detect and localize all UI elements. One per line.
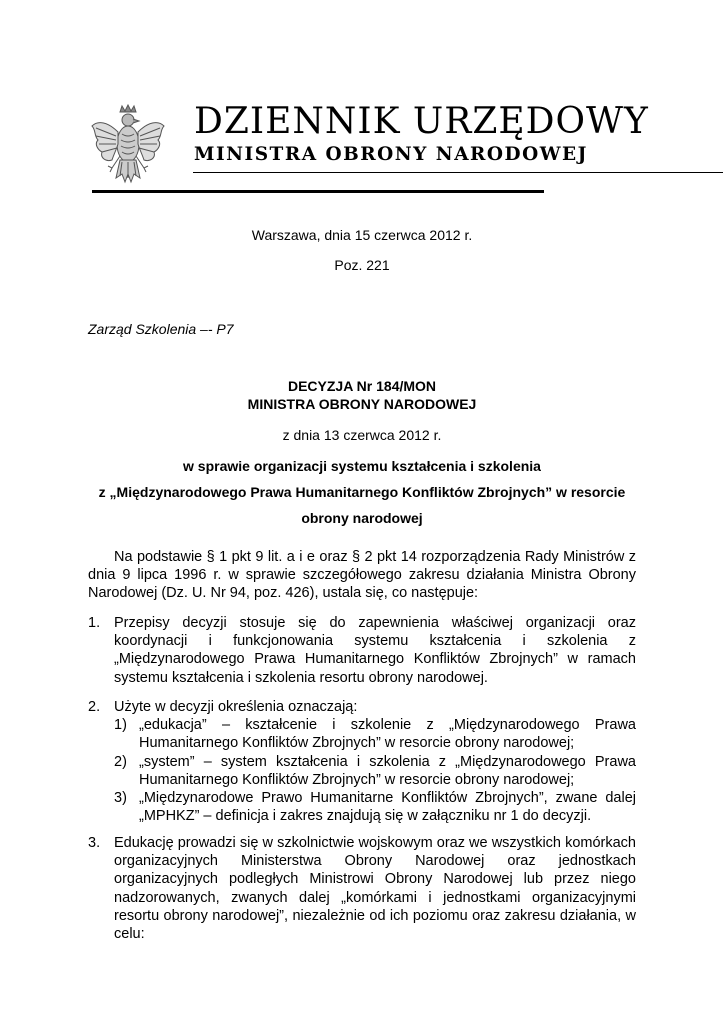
position-number: Poz. 221: [334, 257, 390, 273]
preamble: [88, 548, 636, 603]
item-text: Edukację prowadzi się w szkolnictwie wojskowym oraz we wszystkich komórkach organizacyjnych Ministerstwa Obrony Narodowej oraz jednostkach organizacyjnych podległych Ministrowi Obrony Narodowej lub przez niego nadzorowanych, zwanych dalej „komórkami i jednostkami organizacyjnymi resortu obrony narodowej”, niezależnie od ich poziomu oraz zakresu działania, w celu:: [114, 835, 636, 943]
list-item: [88, 698, 636, 825]
item-number: 1.: [88, 615, 101, 631]
masthead-divider-thin: [193, 172, 723, 173]
sub-item-text: „system” – system kształcenia i szkolenia z „Międzynarodowego Prawa Humanitarnego Konfliktów Zbrojnych” w resorcie obrony narodowej;: [139, 753, 636, 788]
decision-authority: MINISTRA OBRONY NARODOWEJ: [247, 396, 477, 412]
masthead-subtitle: MINISTRA OBRONY NARODOWEJ: [194, 144, 588, 165]
sub-item: [114, 716, 636, 752]
list-item: [88, 614, 636, 687]
decision-subject-line-1: w sprawie organizacji systemu kształcenia i szkolenia: [183, 458, 541, 474]
item-text: Przepisy decyzji stosuje się do zapewnienia właściwej organizacji oraz koordynacji i funkcjonowania systemu kształcenia i szkolenia z „Międzynarodowego Prawa Humanitarnego Konfliktów Zbrojnych” w ramach systemu kształcenia i szkolenia resortu obrony narodowej.: [114, 615, 636, 686]
masthead-title: DZIENNIK URZĘDOWY: [194, 101, 649, 142]
decision-subject-line-3: obrony narodowej: [301, 510, 423, 526]
sub-item-text: „Międzynarodowe Prawo Humanitarne Konfliktów Zbrojnych”, zwane dalej „MPHKZ” – definicja i zakres znajdują się w załączniku nr 1 do decyzji.: [139, 790, 636, 825]
masthead: [88, 100, 649, 200]
sub-item-number: 3): [114, 790, 127, 807]
place-date: Warszawa, dnia 15 czerwca 2012 r.: [251, 227, 473, 243]
list-item: [88, 834, 636, 943]
sub-item: [114, 753, 636, 789]
masthead-divider-thick: [92, 190, 544, 193]
sub-item: [114, 789, 636, 825]
sub-item-text: „edukacja” – kształcenie i szkolenie z „Międzynarodowego Prawa Humanitarnego Konfliktów Zbrojnych” w resorcie obrony narodowej;: [139, 717, 636, 752]
sub-item-number: 2): [114, 753, 127, 770]
issuer: Zarząd Szkolenia –- P7: [88, 321, 234, 337]
decision-date: z dnia 13 czerwca 2012 r.: [282, 427, 442, 443]
polish-eagle-emblem-icon: [90, 104, 166, 194]
item-number: 2.: [88, 699, 101, 715]
sub-item-number: 1): [114, 717, 127, 734]
preamble-text: Na podstawie § 1 pkt 9 lit. a i e oraz § 2 pkt 14 rozporządzenia Rady Ministrów z dnia 9 lipca 1996 r. w sprawie szczegółowego zakresu działania Ministra Obrony Narodowej (Dz. U. Nr 94, poz. 426), ustala się, co następuje:: [88, 549, 636, 602]
item-number: 3.: [88, 835, 101, 851]
decision-subject-line-2: z „Międzynarodowego Prawa Humanitarnego Konfliktów Zbrojnych” w resorcie: [98, 484, 626, 500]
item-text: Użyte w decyzji określenia oznaczają:: [114, 699, 358, 715]
decision-title: DECYZJA Nr 184/MON: [287, 378, 437, 394]
